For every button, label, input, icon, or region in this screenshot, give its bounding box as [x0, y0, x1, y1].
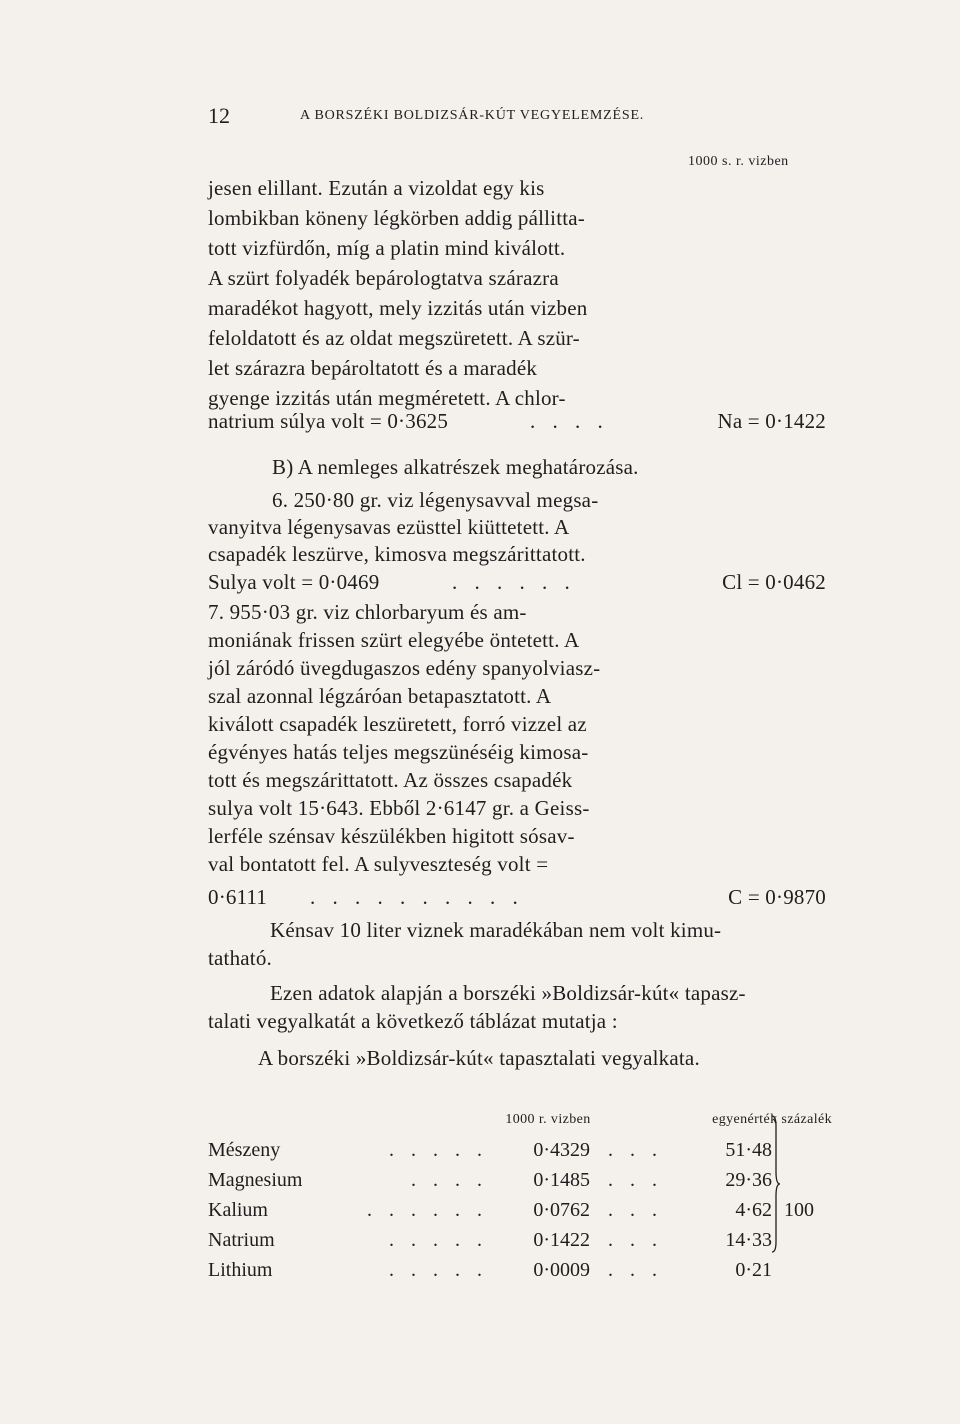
equivalent-percent: 14·33 — [725, 1228, 772, 1251]
leader-dots: . . . — [608, 1168, 663, 1191]
result-value: Na = 0·1422 — [717, 409, 826, 433]
element-name: Lithium — [208, 1258, 273, 1281]
percent-total: 100 — [784, 1198, 814, 1221]
paragraph-line: égvényes hatás teljes megszünéséig kimosa- — [208, 740, 589, 764]
leader-dots: . . . . . — [389, 1228, 488, 1251]
paragraph-line: maradékot hagyott, mely izzitás után vizben — [208, 296, 588, 320]
table-title: A borszéki »Boldizsár-kút« tapasztalati vegyalkata. — [258, 1046, 700, 1070]
paragraph-line: let szárazra bepároltatott és a maradék — [208, 356, 538, 380]
equivalent-percent: 29·36 — [725, 1168, 772, 1191]
value-per-1000: 0·0009 — [533, 1258, 590, 1281]
leader-dots: . . . — [608, 1138, 663, 1161]
leader-dots: . . . . . . . . . . — [310, 885, 524, 909]
paragraph-line: vanyitva légenysavas ezüsttel kiüttetett. A — [208, 515, 570, 539]
column-heading: 1000 s. r. vizben — [688, 154, 789, 169]
paragraph-line: moniának frissen szürt elegyébe öntetett. A — [208, 628, 580, 652]
result-value: C = 0·9870 — [728, 885, 826, 909]
paragraph-line: jól záródó üvegdugaszos edény spanyolviasz- — [208, 656, 601, 680]
curly-brace-icon — [770, 1114, 780, 1254]
leader-dots: . . . . . . — [367, 1198, 488, 1221]
value-per-1000: 0·1422 — [533, 1228, 590, 1251]
equivalent-percent: 51·48 — [725, 1138, 772, 1161]
leader-dots: . . . . — [530, 409, 609, 433]
leader-dots: . . . — [608, 1198, 663, 1221]
result-text: 0·6111 — [208, 885, 268, 909]
col1-header: 1000 r. vizben — [505, 1112, 591, 1127]
paragraph-line: lombikban köneny légkörben addig pállitta- — [208, 206, 585, 230]
paragraph-line: 7. 955·03 gr. viz chlorbaryum és am- — [208, 600, 527, 624]
table-row — [208, 1135, 832, 1165]
paragraph-line: lerféle szénsav készülékben higitott sósav- — [208, 824, 575, 848]
result-value: Cl = 0·0462 — [722, 570, 826, 594]
paragraph-line: sulya volt 15·643. Ebből 2·6147 gr. a Geiss- — [208, 796, 590, 820]
analysis-table — [208, 1105, 832, 1285]
table-row — [208, 1225, 832, 1255]
intro-line: talati vegyalkatát a következő táblázat mutatja : — [208, 1009, 618, 1033]
running-title: A BORSZÉKI BOLDIZSÁR-KÚT VEGYELEMZÉSE. — [300, 108, 645, 123]
paragraph-line: kiválott csapadék leszüretett, forró vizzel az — [208, 712, 587, 736]
result-text: natrium súlya volt = 0·3625 — [208, 409, 449, 433]
table-row — [208, 1255, 832, 1285]
page-number: 12 — [208, 103, 230, 128]
paragraph-line: val bontatott fel. A sulyveszteség volt = — [208, 852, 549, 876]
section-heading: B) A nemleges alkatrészek meghatározása. — [272, 455, 639, 479]
value-per-1000: 0·1485 — [533, 1168, 590, 1191]
leader-dots: . . . . . — [389, 1138, 488, 1161]
equivalent-percent: 4·62 — [735, 1198, 772, 1221]
result-text: Sulya volt = 0·0469 — [208, 570, 380, 594]
leader-dots: . . . . — [411, 1168, 488, 1191]
table-row — [208, 1165, 832, 1195]
paragraph-line: szal azonnal légzáróan betapasztatott. A — [208, 684, 552, 708]
element-name: Natrium — [208, 1228, 275, 1251]
element-name: Mészeny — [208, 1138, 281, 1161]
note-line: Kénsav 10 liter viznek maradékában nem volt kimu- — [270, 918, 722, 942]
paragraph-line: csapadék leszürve, kimosva megszárittatott. — [208, 542, 586, 566]
value-per-1000: 0·4329 — [533, 1138, 590, 1161]
table-header-row — [208, 1105, 832, 1135]
paragraph-line: gyenge izzitás után megméretett. A chlor- — [208, 386, 566, 410]
note-line: tatható. — [208, 946, 272, 970]
table-row — [208, 1195, 832, 1225]
col2-header: egyenérték százalék — [712, 1112, 832, 1127]
leader-dots: . . . — [608, 1258, 663, 1281]
paragraph-line: feloldatott és az oldat megszüretett. A szür- — [208, 326, 580, 350]
element-name: Kalium — [208, 1198, 268, 1221]
element-name: Magnesium — [208, 1168, 303, 1191]
paragraph-line: A szürt folyadék bepárologtatva szárazra — [208, 266, 559, 290]
equivalent-percent: 0·21 — [735, 1258, 772, 1281]
intro-line: Ezen adatok alapján a borszéki »Boldizsár-kút« tapasz- — [270, 981, 746, 1005]
paragraph-line: 6. 250·80 gr. viz légenysavval megsa- — [272, 488, 599, 512]
leader-dots: . . . — [608, 1228, 663, 1251]
paragraph-line: tott vizfürdőn, míg a platin mind kiválott. — [208, 236, 566, 260]
leader-dots: . . . . . . — [452, 570, 576, 594]
paragraph-line: tott és megszárittatott. Az összes csapadék — [208, 768, 573, 792]
value-per-1000: 0·0762 — [533, 1198, 590, 1221]
leader-dots: . . . . . — [389, 1258, 488, 1281]
paragraph-line: jesen elillant. Ezután a vizoldat egy kis — [208, 176, 545, 200]
